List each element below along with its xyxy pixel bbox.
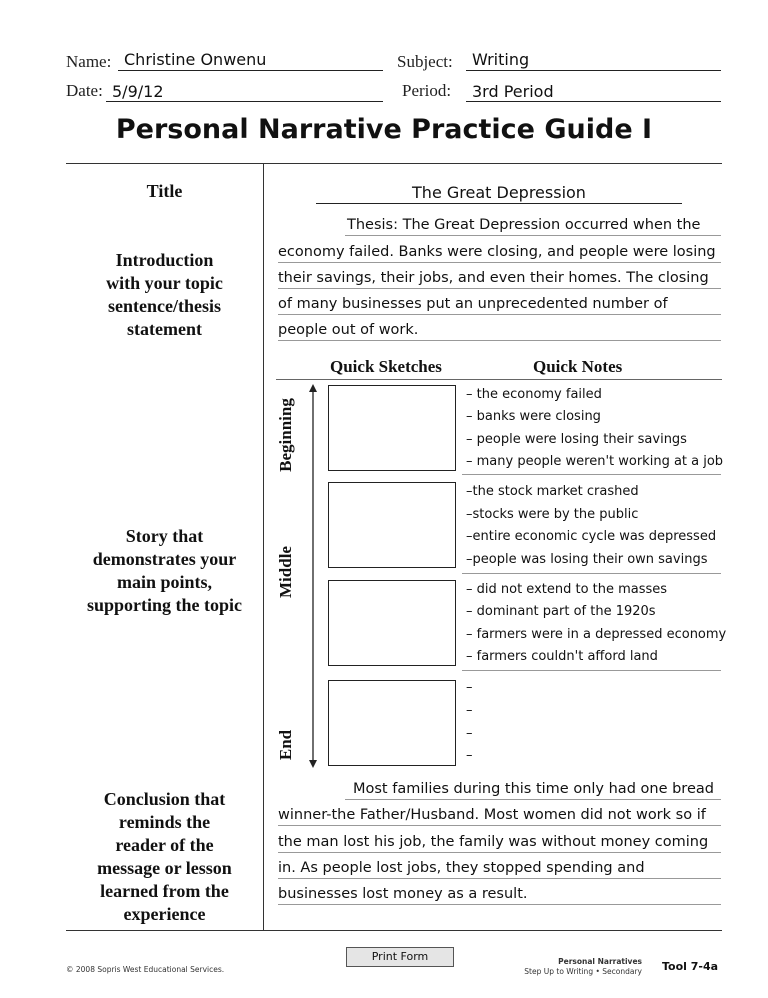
note-item[interactable]: – farmers couldn't afford land — [466, 649, 658, 664]
quick-notes-header: Quick Notes — [533, 357, 623, 376]
note-item[interactable]: –stocks were by the public — [466, 507, 639, 522]
writing-line — [278, 878, 721, 879]
title-row-label: Title — [146, 181, 183, 201]
quick-sketches-header: Quick Sketches — [330, 357, 442, 376]
story-label — [66, 525, 263, 617]
story-label-line: supporting the topic — [86, 595, 243, 615]
conclusion-label-line: reader of the — [115, 835, 214, 855]
sketch-box-middle-1[interactable] — [328, 482, 456, 568]
print-form-button[interactable]: Print Form — [346, 947, 454, 967]
name-underline — [118, 70, 383, 71]
date-field[interactable]: 5/9/12 — [112, 82, 164, 101]
note-item[interactable]: – the economy failed — [466, 387, 602, 402]
notes-divider — [462, 474, 721, 475]
writing-line — [278, 904, 721, 905]
period-label: Period: — [402, 81, 452, 100]
note-item[interactable]: –the stock market crashed — [466, 484, 639, 499]
conclusion-text-line[interactable]: in. As people lost jobs, they stopped spending and — [278, 860, 645, 876]
conclusion-text-line[interactable]: the man lost his job, the family was without money coming — [278, 834, 709, 850]
period-field[interactable]: 3rd Period — [472, 82, 554, 101]
series-title: Personal Narratives — [558, 957, 642, 966]
conclusion-label — [66, 788, 263, 926]
note-item[interactable]: –entire economic cycle was depressed — [466, 529, 717, 544]
note-item[interactable]: – dominant part of the 1920s — [466, 604, 656, 619]
intro-text-line[interactable]: Thesis: The Great Depression occurred when the — [347, 217, 701, 233]
intro-text-line[interactable]: their savings, their jobs, and even their homes. The closing — [278, 270, 709, 286]
axis-middle-label: Middle — [276, 546, 295, 598]
name-label: Name: — [66, 52, 112, 71]
note-item[interactable]: – people were losing their savings — [466, 432, 687, 447]
tool-label: Tool 7-4a — [662, 960, 719, 973]
column-divider — [263, 163, 264, 930]
intro-text-line[interactable]: people out of work. — [278, 322, 419, 338]
page-title: Personal Narrative Practice Guide I — [115, 114, 653, 145]
top-rule — [66, 163, 722, 164]
subject-underline — [466, 70, 721, 71]
intro-label — [66, 249, 263, 341]
conclusion-label-line: message or lesson — [97, 858, 232, 878]
intro-label-line: sentence/thesis — [108, 296, 221, 316]
sketch-box-beginning[interactable] — [328, 385, 456, 471]
copyright-text: © 2008 Sopris West Educational Services. — [66, 965, 225, 974]
writing-line — [278, 262, 721, 263]
writing-line — [345, 799, 721, 800]
date-underline — [106, 101, 383, 102]
intro-label-line: Introduction — [115, 250, 214, 270]
writing-line — [278, 340, 721, 341]
conclusion-label-line: experience — [123, 904, 206, 924]
intro-text-line[interactable]: economy failed. Banks were closing, and people were losing — [278, 244, 716, 260]
conclusion-label-line: Conclusion that — [103, 789, 226, 809]
writing-line — [278, 314, 721, 315]
note-item[interactable]: –people was losing their own savings — [466, 552, 708, 567]
writing-line — [278, 825, 721, 826]
intro-label-line: with your topic — [106, 273, 223, 293]
writing-line — [278, 852, 721, 853]
note-item[interactable]: – — [466, 726, 473, 741]
name-field[interactable]: Christine Onwenu — [124, 50, 267, 69]
intro-label-line: statement — [127, 319, 202, 339]
story-label-line: Story that — [125, 526, 204, 546]
conclusion-text-line[interactable]: Most families during this time only had one bread — [353, 781, 714, 797]
note-item[interactable]: – — [466, 703, 473, 718]
conclusion-label-line: reminds the — [118, 812, 211, 832]
note-item[interactable]: – many people weren't working at a job — [466, 454, 724, 469]
timeline-arrow — [306, 384, 320, 768]
story-label-line: demonstrates your — [92, 549, 237, 569]
axis-beginning-label: Beginning — [276, 398, 295, 472]
sketch-box-end[interactable] — [328, 680, 456, 766]
note-item[interactable]: – did not extend to the masses — [466, 582, 668, 597]
conclusion-label-line: learned from the — [100, 881, 229, 901]
conclusion-text-line[interactable]: winner-the Father/Husband. Most women did not work so if — [278, 807, 706, 823]
period-underline — [466, 101, 721, 102]
note-item[interactable]: – — [466, 748, 473, 763]
story-label-line: main points, — [116, 572, 213, 592]
note-item[interactable]: – — [466, 680, 473, 695]
story-header-rule — [276, 379, 722, 380]
bottom-rule — [66, 930, 722, 931]
notes-divider — [462, 573, 721, 574]
narrative-title-field[interactable]: The Great Depression — [316, 183, 682, 204]
notes-divider — [462, 670, 721, 671]
intro-text-line[interactable]: of many businesses put an unprecedented number of — [278, 296, 668, 312]
note-item[interactable]: – banks were closing — [466, 409, 601, 424]
writing-line — [345, 235, 721, 236]
axis-end-label: End — [276, 729, 295, 761]
date-label: Date: — [66, 81, 103, 100]
series-subtitle: Step Up to Writing • Secondary — [524, 967, 642, 976]
subject-field[interactable]: Writing — [472, 50, 530, 69]
conclusion-text-line[interactable]: businesses lost money as a result. — [278, 886, 528, 902]
sketch-box-middle-2[interactable] — [328, 580, 456, 666]
note-item[interactable]: – farmers were in a depressed economy — [466, 627, 727, 642]
writing-line — [278, 288, 721, 289]
subject-label: Subject: — [397, 52, 453, 71]
